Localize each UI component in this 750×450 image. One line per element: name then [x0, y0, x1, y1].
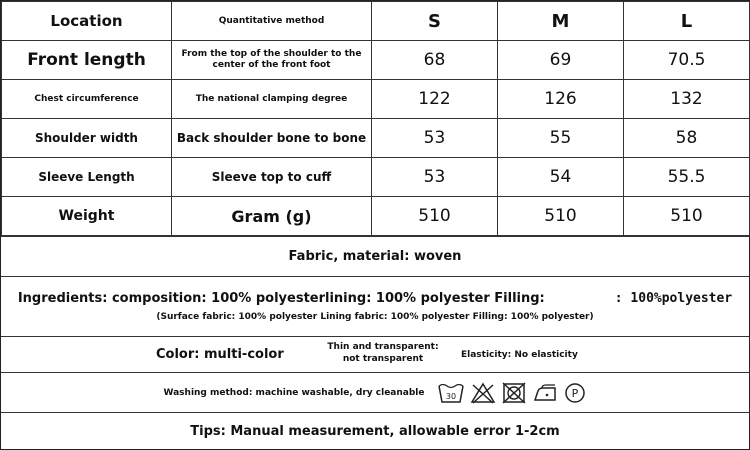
row-value-s: 53 — [372, 158, 498, 197]
row-value-s: 68 — [372, 41, 498, 80]
no-tumble-dry-icon — [502, 382, 526, 404]
iron-low-icon — [532, 382, 558, 404]
ingredients-main-text: Ingredients: composition: 100% polyesterlining: 100% polyester Filling: — [17, 291, 545, 306]
ingredients-sub: (Surface fabric: 100% polyester Lining fabric: 100% polyester Filling: 100% polyester) — [156, 312, 594, 322]
row-location: Weight — [2, 197, 172, 236]
dry-clean-letter: P — [572, 386, 579, 400]
row-location: Sleeve Length — [2, 158, 172, 197]
ingredients-row — [1, 276, 749, 336]
row-method: The national clamping degree — [172, 80, 372, 119]
washing-row — [1, 372, 749, 412]
header-size-m: M — [498, 2, 624, 41]
row-location: Shoulder width — [2, 119, 172, 158]
row-value-l: 55.5 — [624, 158, 750, 197]
row-value-s: 122 — [372, 80, 498, 119]
row-value-l: 58 — [624, 119, 750, 158]
header-location: Location — [2, 2, 172, 41]
row-value-m: 126 — [498, 80, 624, 119]
table-row — [2, 119, 750, 158]
header-size-s: S — [372, 2, 498, 41]
no-bleach-icon — [470, 382, 496, 404]
table-row — [2, 41, 750, 80]
color-row — [1, 336, 749, 372]
tips-row — [1, 412, 749, 449]
table-row — [2, 197, 750, 236]
row-value-m: 54 — [498, 158, 624, 197]
elasticity-label: Elasticity: No elasticity — [461, 349, 578, 360]
row-value-m: 510 — [498, 197, 624, 236]
fabric-text: Fabric, material: woven — [288, 249, 462, 264]
care-icons — [438, 382, 586, 404]
dry-clean-p-icon — [564, 382, 586, 404]
row-value-s: 53 — [372, 119, 498, 158]
row-value-m: 55 — [498, 119, 624, 158]
row-location: Front length — [2, 41, 172, 80]
header-size-l: L — [624, 2, 750, 41]
size-table — [1, 1, 750, 236]
thin-transparent-label: Thin and transparent: not transparent — [327, 342, 439, 364]
row-method: Gram (g) — [172, 197, 372, 236]
row-method: From the top of the shoulder to the center of the front foot — [172, 41, 372, 80]
ingredients-main — [18, 291, 732, 306]
header-method: Quantitative method — [172, 2, 372, 41]
table-row — [2, 158, 750, 197]
wash-30-icon — [438, 382, 464, 404]
fabric-row — [1, 236, 749, 276]
washing-text: Washing method: machine washable, dry cleanable — [163, 387, 425, 398]
ingredients-main-tail: : 100%polyester — [614, 291, 733, 306]
row-value-l: 70.5 — [624, 41, 750, 80]
row-value-l: 132 — [624, 80, 750, 119]
wash-temp-text: 30 — [446, 391, 457, 401]
tips-text: Tips: Manual measurement, allowable error 1-2cm — [190, 423, 560, 439]
row-value-s: 510 — [372, 197, 498, 236]
table-row — [2, 80, 750, 119]
row-location: Chest circumference — [2, 80, 172, 119]
row-method: Back shoulder bone to bone — [172, 119, 372, 158]
row-method: Sleeve top to cuff — [172, 158, 372, 197]
table-header-row — [2, 2, 750, 41]
row-value-m: 69 — [498, 41, 624, 80]
color-label: Color: multi-color — [156, 347, 284, 362]
row-value-l: 510 — [624, 197, 750, 236]
